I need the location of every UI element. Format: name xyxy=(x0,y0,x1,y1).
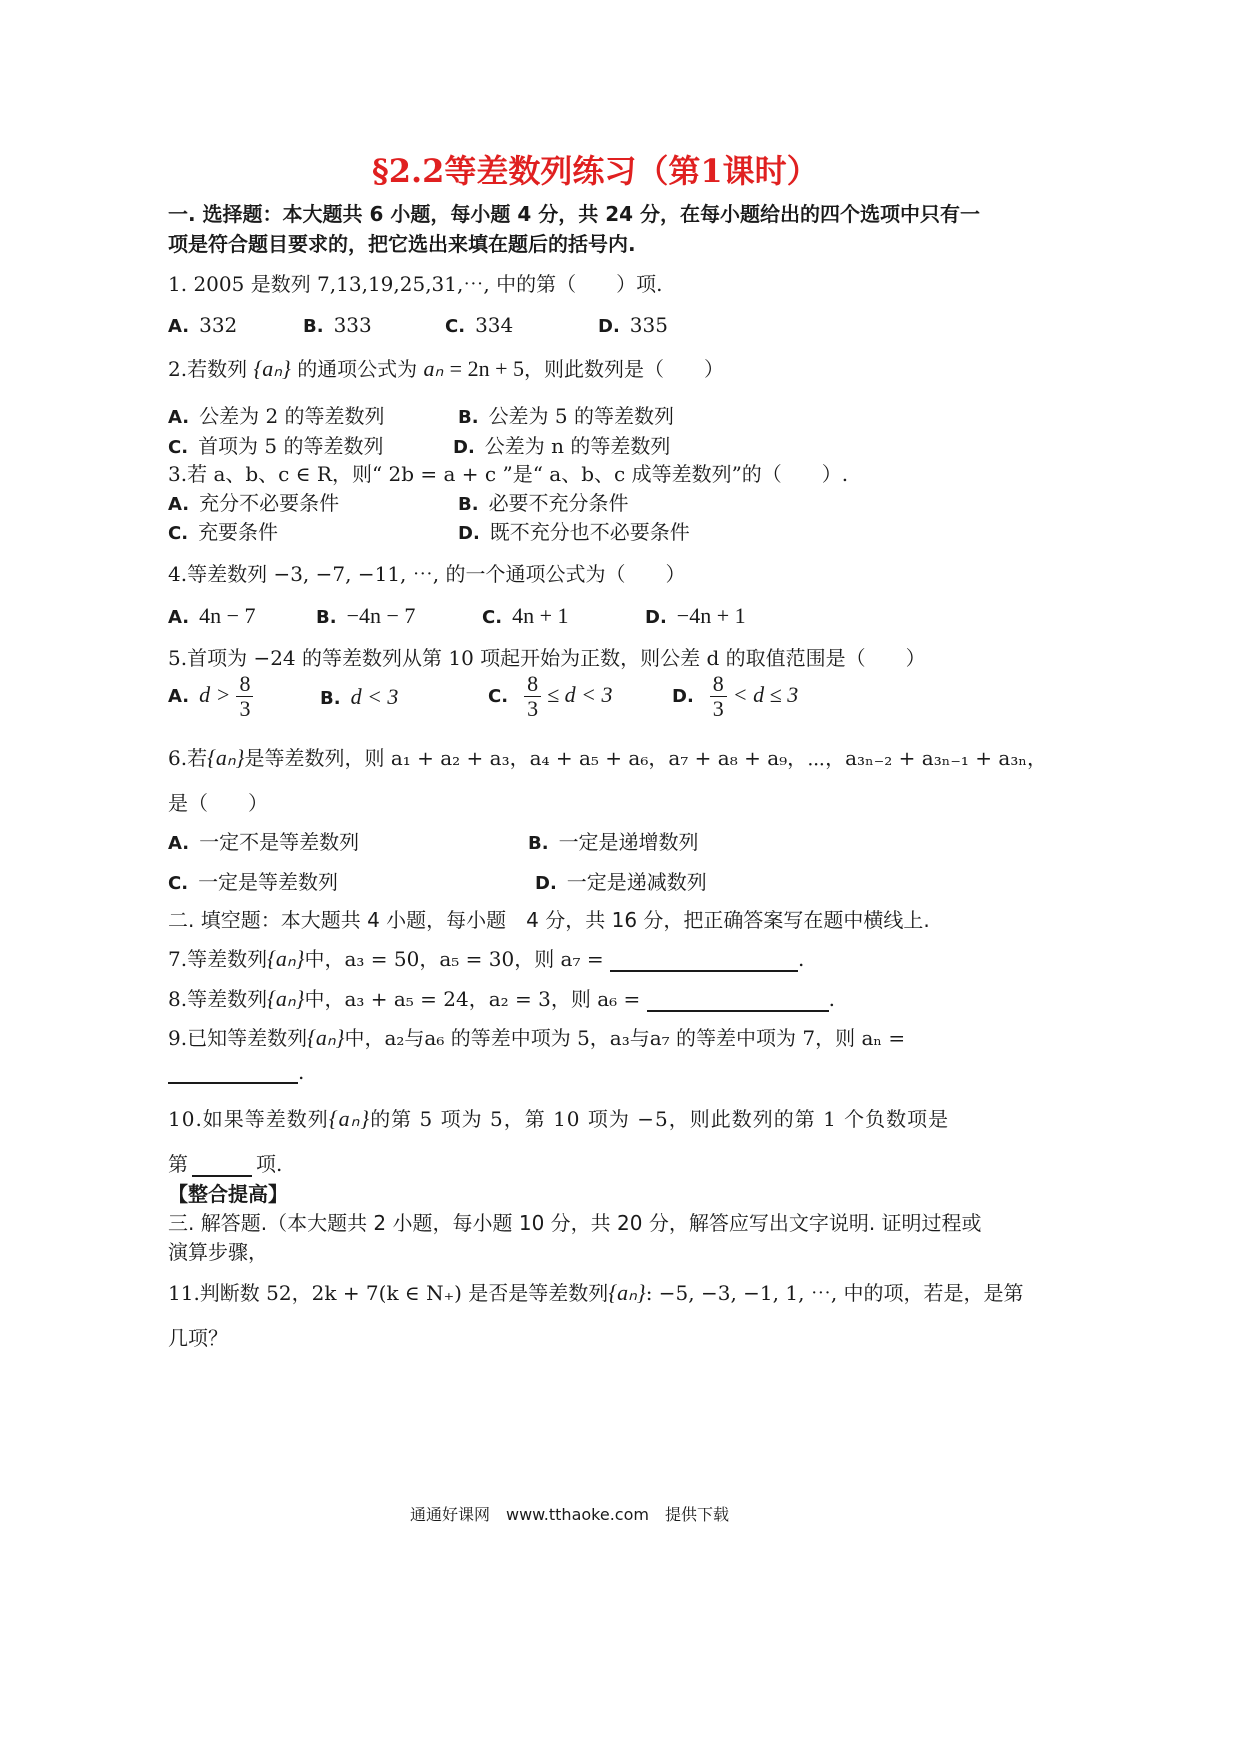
footer: 通通好课网 www.tthaoke.com 提供下载 xyxy=(410,1505,729,1524)
q1-option-d: D. 335 xyxy=(598,313,668,337)
q6-option-b: B. 一定是递增数列 xyxy=(528,830,699,854)
q5-option-c: C. $\frac{8}{3}$ ≤ d < 3 xyxy=(488,671,613,721)
question-4: 4.等差数列 −3, −7, −11, ⋯, 的一个通项公式为（ ） xyxy=(168,562,686,586)
question-2: 2.若数列 {aₙ} 的通项公式为 aₙ = 2n + 5，则此数列是（ ） xyxy=(168,356,724,381)
q1-option-c: C. 334 xyxy=(445,313,514,337)
q4-option-b: B. −4n − 7 xyxy=(316,603,416,628)
q3-option-a: A. 充分不必要条件 xyxy=(168,491,340,515)
answer-blank xyxy=(647,990,829,1012)
q5-option-a: A. d > $\frac{8}{3}$ xyxy=(168,672,259,721)
question-3: 3.若 a、b、c ∈ R，则“ 2b = a + c ”是“ a、b、c 成等差数列”的（ ）. xyxy=(168,462,849,486)
section-3-heading-line1: 三. 解答题.（本大题共 2 小题，每小题 10 分，共 20 分，解答应写出文字说明. 证明过程或 xyxy=(168,1211,982,1235)
question-9-line2: . xyxy=(168,1060,304,1084)
fraction: $\frac{8}{3}$ xyxy=(524,672,541,721)
page-title: §2.2等差数列练习（第1课时） xyxy=(372,152,819,190)
section-1-heading-line1: 一. 选择题：本大题共 6 小题，每小题 4 分，共 24 分，在每小题给出的四个选项中只有一 xyxy=(168,202,981,226)
fraction: $\frac{8}{3}$ xyxy=(710,672,727,721)
question-11-line2: 几项？ xyxy=(168,1326,228,1350)
question-10-line2: 第 项. xyxy=(168,1152,283,1176)
question-6: 6.若{aₙ}是等差数列，则 a₁ + a₂ + a₃，a₄ + a₅ + a₆，a₇ + a₈ + a₉，⋯，a₃ₙ₋₂ + a₃ₙ₋₁ + a₃ₙ， xyxy=(168,745,1048,770)
question-9: 9.已知等差数列{aₙ}中，a₂与a₆ 的等差中项为 5，a₃与a₇ 的等差中项为 7，则 aₙ = xyxy=(168,1025,906,1050)
sequence-symbol: {aₙ} xyxy=(253,356,291,381)
fraction: $\frac{8}{3}$ xyxy=(236,672,253,721)
question-7: 7.等差数列{aₙ}中，a₃ = 50，a₅ = 30，则 a₇ = . xyxy=(168,946,805,971)
question-11: 11.判断数 52，2k + 7(k ∈ N₊) 是否是等差数列{aₙ}: −5, −3, −1, 1, ⋯, 中的项，若是，是第 xyxy=(168,1280,1024,1305)
q5-option-d: D. $\frac{8}{3}$ < d ≤ 3 xyxy=(672,671,799,721)
q3-option-d: D. 既不充分也不必要条件 xyxy=(458,520,690,544)
q2-option-a: A. 公差为 2 的等差数列 xyxy=(168,404,385,428)
q2-option-c: C. 首项为 5 的等差数列 xyxy=(168,434,384,458)
question-10: 10.如果等差数列{aₙ}的第 5 项为 5，第 10 项为 −5，则此数列的第 1 个负数项是 xyxy=(168,1106,950,1131)
q6-option-d: D. 一定是递减数列 xyxy=(535,870,707,894)
question-1: 1. 2005 是数列 7,13,19,25,31,⋯, 中的第（ ）项. xyxy=(168,272,663,296)
answer-blank xyxy=(168,1062,298,1084)
q4-option-d: D. −4n + 1 xyxy=(645,603,746,628)
q3-option-b: B. 必要不充分条件 xyxy=(458,491,629,515)
section-1-heading-line2: 项是符合题目要求的，把它选出来填在题后的括号内. xyxy=(168,232,636,256)
q6-option-a: A. 一定不是等差数列 xyxy=(168,830,360,854)
section-2-heading: 二. 填空题：本大题共 4 小题，每小题 4 分，共 16 分，把正确答案写在题中横线上. xyxy=(168,908,930,932)
q1-option-a: A. 332 xyxy=(168,313,238,337)
question-8: 8.等差数列{aₙ}中，a₃ + a₅ = 24，a₂ = 3，则 a₆ = . xyxy=(168,986,836,1011)
q2-option-d: D. 公差为 n 的等差数列 xyxy=(453,434,671,458)
question-6-line2: 是（ ） xyxy=(168,791,268,815)
question-5: 5.首项为 −24 的等差数列从第 10 项起开始为正数，则公差 d 的取值范围是（ ） xyxy=(168,646,926,670)
answer-blank xyxy=(192,1155,252,1177)
q1-option-b: B. 333 xyxy=(303,313,372,337)
q6-option-c: C. 一定是等差数列 xyxy=(168,870,339,894)
integration-heading: 【整合提高】 xyxy=(168,1182,288,1206)
q2-option-b: B. 公差为 5 的等差数列 xyxy=(458,404,675,428)
q4-option-a: A. 4n − 7 xyxy=(168,603,256,628)
answer-blank xyxy=(610,950,798,972)
q3-option-c: C. 充要条件 xyxy=(168,520,279,544)
section-3-heading-line2: 演算步骤， xyxy=(168,1240,268,1264)
q4-option-c: C. 4n + 1 xyxy=(482,603,569,628)
q5-option-b: B. d < 3 xyxy=(320,684,399,709)
